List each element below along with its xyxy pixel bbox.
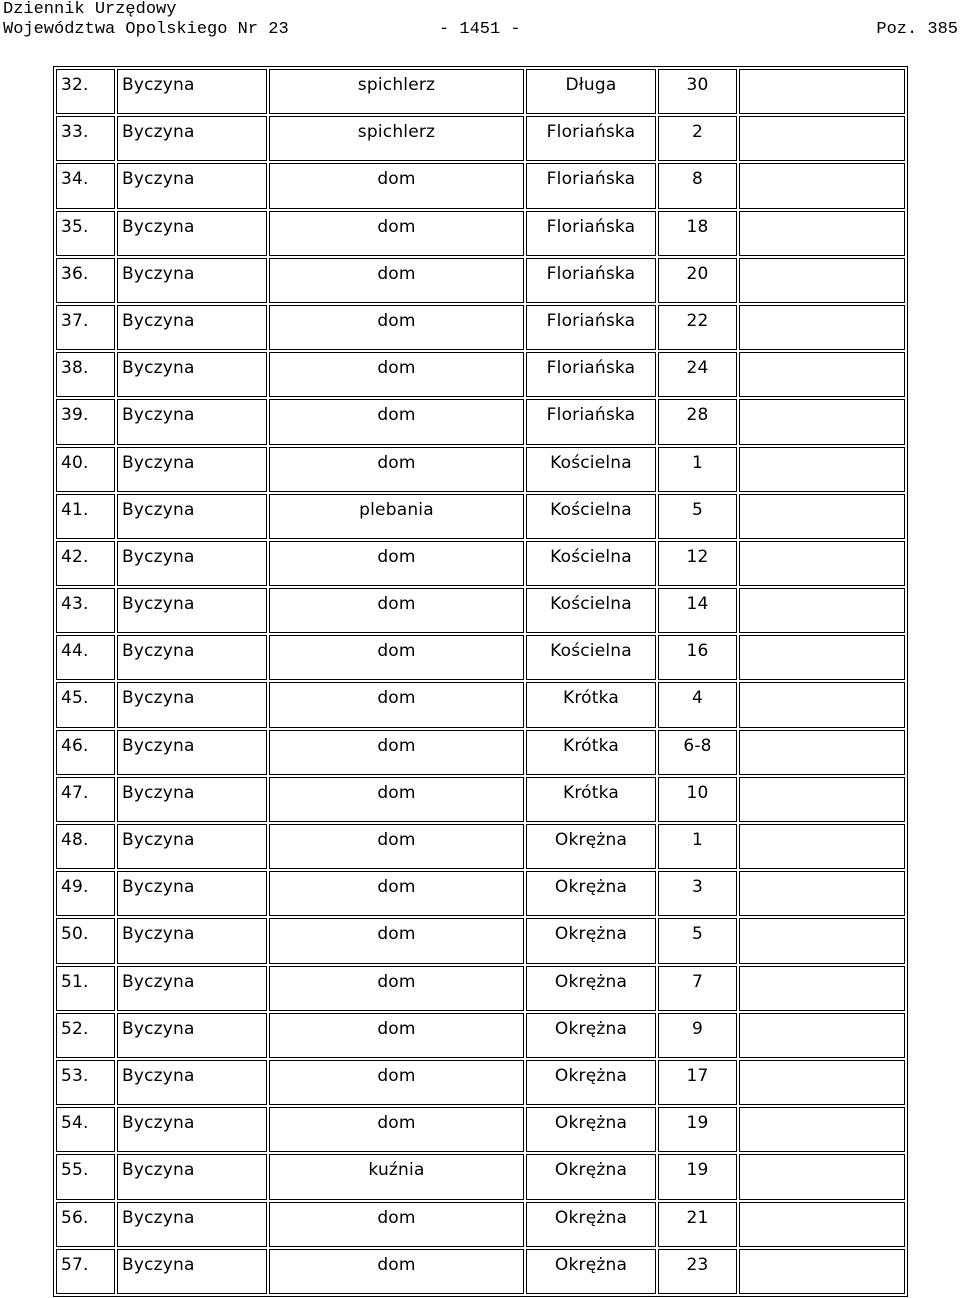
town-cell: Byczyna [117, 258, 267, 303]
building-type-cell: dom [269, 1249, 524, 1294]
town-cell: Byczyna [117, 1202, 267, 1247]
journal-title-line1: Dziennik Urzędowy [3, 0, 177, 19]
table-row [56, 918, 905, 963]
table-row [56, 730, 905, 775]
row-number: 55. [56, 1154, 115, 1199]
notes-cell [739, 730, 905, 775]
table-row [56, 1202, 905, 1247]
row-number: 49. [56, 871, 115, 916]
building-type-cell: dom [269, 871, 524, 916]
town-cell: Byczyna [117, 1154, 267, 1199]
town-cell: Byczyna [117, 116, 267, 161]
street-cell: Krótka [526, 730, 656, 775]
notes-cell [739, 541, 905, 586]
building-type-cell: dom [269, 777, 524, 822]
building-type-cell: dom [269, 352, 524, 397]
notes-cell [739, 588, 905, 633]
notes-cell [739, 871, 905, 916]
town-cell: Byczyna [117, 777, 267, 822]
row-number: 43. [56, 588, 115, 633]
notes-cell [739, 1249, 905, 1294]
town-cell: Byczyna [117, 730, 267, 775]
house-number-cell: 19 [658, 1107, 737, 1152]
table-body [56, 69, 905, 1294]
table-row [56, 588, 905, 633]
row-number: 41. [56, 494, 115, 539]
monuments-table [53, 66, 908, 1297]
notes-cell [739, 1107, 905, 1152]
table-row [56, 682, 905, 727]
street-cell: Okrężna [526, 966, 656, 1011]
notes-cell [739, 116, 905, 161]
building-type-cell: dom [269, 1060, 524, 1105]
street-cell: Floriańska [526, 258, 656, 303]
building-type-cell: dom [269, 824, 524, 869]
row-number: 52. [56, 1013, 115, 1058]
town-cell: Byczyna [117, 305, 267, 350]
building-type-cell: dom [269, 588, 524, 633]
street-cell: Okrężna [526, 1249, 656, 1294]
row-number: 44. [56, 635, 115, 680]
notes-cell [739, 966, 905, 1011]
table-row [56, 258, 905, 303]
row-number: 38. [56, 352, 115, 397]
town-cell: Byczyna [117, 1249, 267, 1294]
row-number: 51. [56, 966, 115, 1011]
table-row [56, 211, 905, 256]
notes-cell [739, 399, 905, 444]
street-cell: Floriańska [526, 163, 656, 208]
row-number: 35. [56, 211, 115, 256]
town-cell: Byczyna [117, 682, 267, 727]
town-cell: Byczyna [117, 824, 267, 869]
house-number-cell: 18 [658, 211, 737, 256]
table-row [56, 1107, 905, 1152]
table-row [56, 777, 905, 822]
notes-cell [739, 635, 905, 680]
house-number-cell: 24 [658, 352, 737, 397]
row-number: 37. [56, 305, 115, 350]
house-number-cell: 14 [658, 588, 737, 633]
street-cell: Kościelna [526, 447, 656, 492]
table-row [56, 494, 905, 539]
street-cell: Okrężna [526, 1060, 656, 1105]
house-number-cell: 9 [658, 1013, 737, 1058]
notes-cell [739, 824, 905, 869]
town-cell: Byczyna [117, 69, 267, 114]
house-number-cell: 4 [658, 682, 737, 727]
table-row [56, 541, 905, 586]
building-type-cell: dom [269, 541, 524, 586]
building-type-cell: dom [269, 163, 524, 208]
house-number-cell: 8 [658, 163, 737, 208]
notes-cell [739, 1013, 905, 1058]
street-cell: Okrężna [526, 871, 656, 916]
building-type-cell: dom [269, 918, 524, 963]
building-type-cell: kuźnia [269, 1154, 524, 1199]
notes-cell [739, 352, 905, 397]
table-row [56, 163, 905, 208]
building-type-cell: dom [269, 966, 524, 1011]
house-number-cell: 1 [658, 447, 737, 492]
street-cell: Długa [526, 69, 656, 114]
row-number: 50. [56, 918, 115, 963]
street-cell: Krótka [526, 682, 656, 727]
town-cell: Byczyna [117, 871, 267, 916]
building-type-cell: dom [269, 258, 524, 303]
notes-cell [739, 447, 905, 492]
table-row [56, 352, 905, 397]
table-row [56, 1154, 905, 1199]
street-cell: Kościelna [526, 588, 656, 633]
row-number: 36. [56, 258, 115, 303]
row-number: 56. [56, 1202, 115, 1247]
row-number: 54. [56, 1107, 115, 1152]
notes-cell [739, 305, 905, 350]
street-cell: Floriańska [526, 211, 656, 256]
notes-cell [739, 1060, 905, 1105]
house-number-cell: 17 [658, 1060, 737, 1105]
house-number-cell: 21 [658, 1202, 737, 1247]
table-row [56, 1060, 905, 1105]
town-cell: Byczyna [117, 966, 267, 1011]
table-row [56, 871, 905, 916]
building-type-cell: dom [269, 1202, 524, 1247]
table-row [56, 1013, 905, 1058]
street-cell: Okrężna [526, 1107, 656, 1152]
house-number-cell: 6-8 [658, 730, 737, 775]
building-type-cell: dom [269, 635, 524, 680]
building-type-cell: dom [269, 730, 524, 775]
house-number-cell: 28 [658, 399, 737, 444]
house-number-cell: 10 [658, 777, 737, 822]
house-number-cell: 19 [658, 1154, 737, 1199]
street-cell: Okrężna [526, 918, 656, 963]
house-number-cell: 7 [658, 966, 737, 1011]
street-cell: Kościelna [526, 494, 656, 539]
table-row [56, 966, 905, 1011]
building-type-cell: dom [269, 682, 524, 727]
row-number: 33. [56, 116, 115, 161]
row-number: 48. [56, 824, 115, 869]
row-number: 47. [56, 777, 115, 822]
house-number-cell: 16 [658, 635, 737, 680]
notes-cell [739, 777, 905, 822]
town-cell: Byczyna [117, 399, 267, 444]
building-type-cell: dom [269, 1107, 524, 1152]
notes-cell [739, 163, 905, 208]
notes-cell [739, 682, 905, 727]
town-cell: Byczyna [117, 494, 267, 539]
street-cell: Floriańska [526, 116, 656, 161]
house-number-cell: 20 [658, 258, 737, 303]
row-number: 40. [56, 447, 115, 492]
row-number: 34. [56, 163, 115, 208]
town-cell: Byczyna [117, 1013, 267, 1058]
table-row [56, 116, 905, 161]
row-number: 57. [56, 1249, 115, 1294]
town-cell: Byczyna [117, 211, 267, 256]
house-number-cell: 30 [658, 69, 737, 114]
street-cell: Floriańska [526, 399, 656, 444]
building-type-cell: dom [269, 305, 524, 350]
building-type-cell: dom [269, 1013, 524, 1058]
notes-cell [739, 1202, 905, 1247]
table-row [56, 1249, 905, 1294]
street-cell: Krótka [526, 777, 656, 822]
notes-cell [739, 1154, 905, 1199]
building-type-cell: dom [269, 399, 524, 444]
notes-cell [739, 258, 905, 303]
house-number-cell: 23 [658, 1249, 737, 1294]
notes-cell [739, 69, 905, 114]
street-cell: Floriańska [526, 352, 656, 397]
house-number-cell: 12 [658, 541, 737, 586]
building-type-cell: dom [269, 447, 524, 492]
house-number-cell: 2 [658, 116, 737, 161]
town-cell: Byczyna [117, 918, 267, 963]
town-cell: Byczyna [117, 1107, 267, 1152]
table-row [56, 305, 905, 350]
building-type-cell: dom [269, 211, 524, 256]
building-type-cell: spichlerz [269, 69, 524, 114]
table-row [56, 69, 905, 114]
town-cell: Byczyna [117, 635, 267, 680]
row-number: 45. [56, 682, 115, 727]
row-number: 39. [56, 399, 115, 444]
table-row [56, 399, 905, 444]
row-number: 42. [56, 541, 115, 586]
street-cell: Kościelna [526, 635, 656, 680]
table-row [56, 635, 905, 680]
position-number: Poz. 385 [876, 20, 958, 39]
town-cell: Byczyna [117, 588, 267, 633]
row-number: 53. [56, 1060, 115, 1105]
house-number-cell: 5 [658, 494, 737, 539]
street-cell: Okrężna [526, 1013, 656, 1058]
street-cell: Kościelna [526, 541, 656, 586]
journal-title-line2: Województwa Opolskiego Nr 23 [3, 20, 289, 39]
street-cell: Floriańska [526, 305, 656, 350]
row-number: 32. [56, 69, 115, 114]
street-cell: Okrężna [526, 1202, 656, 1247]
town-cell: Byczyna [117, 447, 267, 492]
house-number-cell: 3 [658, 871, 737, 916]
page-header [3, 0, 958, 40]
town-cell: Byczyna [117, 352, 267, 397]
building-type-cell: plebania [269, 494, 524, 539]
table-row [56, 824, 905, 869]
house-number-cell: 1 [658, 824, 737, 869]
town-cell: Byczyna [117, 541, 267, 586]
building-type-cell: spichlerz [269, 116, 524, 161]
table-row [56, 447, 905, 492]
town-cell: Byczyna [117, 1060, 267, 1105]
row-number: 46. [56, 730, 115, 775]
town-cell: Byczyna [117, 163, 267, 208]
house-number-cell: 5 [658, 918, 737, 963]
page-number: - 1451 - [439, 20, 521, 39]
notes-cell [739, 494, 905, 539]
notes-cell [739, 211, 905, 256]
street-cell: Okrężna [526, 1154, 656, 1199]
notes-cell [739, 918, 905, 963]
house-number-cell: 22 [658, 305, 737, 350]
street-cell: Okrężna [526, 824, 656, 869]
